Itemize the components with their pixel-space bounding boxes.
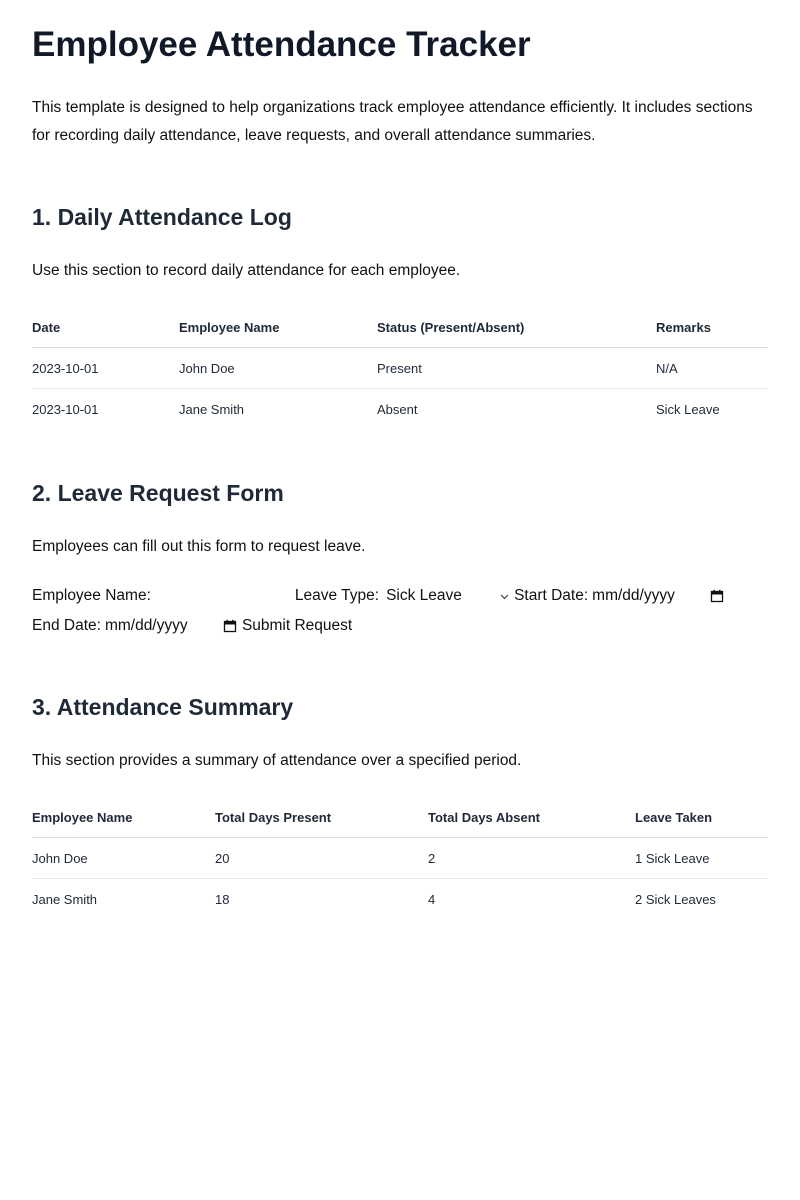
end-date-placeholder: mm/dd/yyyy	[104, 617, 188, 634]
cell-date: 2023-10-01	[32, 401, 99, 417]
calendar-icon[interactable]	[223, 619, 237, 633]
leave-form-heading: 2. Leave Request Form	[32, 480, 284, 506]
column-header-total-days-absent: Total Days Absent	[428, 797, 635, 838]
column-header-total-days-present: Total Days Present	[215, 797, 428, 838]
table-row	[32, 348, 768, 389]
leave-type-value: Sick Leave	[386, 587, 462, 604]
chevron-down-icon	[499, 591, 510, 602]
leave-form-description: Employees can fill out this form to request leave.	[32, 538, 366, 555]
cell-date: 2023-10-01	[32, 348, 179, 389]
cell-total-days-absent: 4	[428, 891, 436, 907]
table-header-row	[32, 797, 768, 838]
daily-log-heading: 1. Daily Attendance Log	[32, 204, 292, 230]
start-date-placeholder: mm/dd/yyyy	[592, 587, 675, 604]
start-date-label: Start Date:	[514, 587, 589, 604]
leave-form-row-2	[32, 611, 768, 641]
cell-remarks: N/A	[656, 348, 768, 389]
end-date-field[interactable]	[105, 617, 237, 635]
table-row	[32, 389, 768, 430]
summary-description: This section provides a summary of attendance over a specified period.	[32, 752, 522, 769]
column-header-leave-taken: Leave Taken	[635, 797, 768, 838]
table-header-row	[32, 307, 768, 348]
cell-employee-name: John Doe	[32, 838, 215, 879]
cell-status: Present	[377, 348, 656, 389]
daily-attendance-table	[32, 307, 768, 429]
cell-total-days-absent: 2	[428, 838, 635, 879]
table-row	[32, 838, 768, 879]
cell-total-days-present: 20	[215, 838, 428, 879]
daily-log-description: Use this section to record daily attendance for each employee.	[32, 262, 461, 279]
leave-form-row-1	[32, 581, 768, 611]
leave-type-select[interactable]	[386, 587, 510, 605]
column-header-employee-name: Employee Name	[32, 797, 215, 838]
intro-text: This template is designed to help organizations track employee attendance efficiently. It includes sections for recording daily attendance, leave requests, and overall attendance summaries.	[32, 99, 753, 144]
cell-leave-taken: 1 Sick Leave	[635, 838, 768, 879]
calendar-icon[interactable]	[710, 589, 724, 603]
end-date-label: End Date:	[32, 617, 101, 634]
summary-heading: 3. Attendance Summary	[32, 694, 294, 720]
start-date-field[interactable]	[592, 587, 724, 605]
employee-name-label: Employee Name:	[32, 587, 151, 604]
cell-employee-name: Jane Smith	[32, 891, 98, 907]
employee-name-field[interactable]	[157, 585, 295, 607]
submit-request-button[interactable]: Submit Request	[241, 617, 353, 634]
cell-leave-taken: 2 Sick Leaves	[635, 891, 716, 907]
table-row	[32, 879, 768, 920]
leave-request-form	[32, 581, 768, 641]
cell-status: Absent	[377, 401, 418, 417]
cell-remarks: Sick Leave	[656, 401, 720, 417]
cell-employee-name: Jane Smith	[179, 401, 245, 417]
column-header-remarks: Remarks	[656, 307, 768, 348]
page-title: Employee Attendance Tracker	[32, 25, 531, 64]
attendance-summary-table	[32, 797, 768, 919]
column-header-employee-name: Employee Name	[179, 307, 377, 348]
column-header-date: Date	[32, 307, 179, 348]
cell-total-days-present: 18	[215, 891, 230, 907]
leave-type-label: Leave Type:	[294, 587, 380, 604]
cell-employee-name: John Doe	[179, 348, 377, 389]
column-header-status: Status (Present/Absent)	[377, 307, 656, 348]
